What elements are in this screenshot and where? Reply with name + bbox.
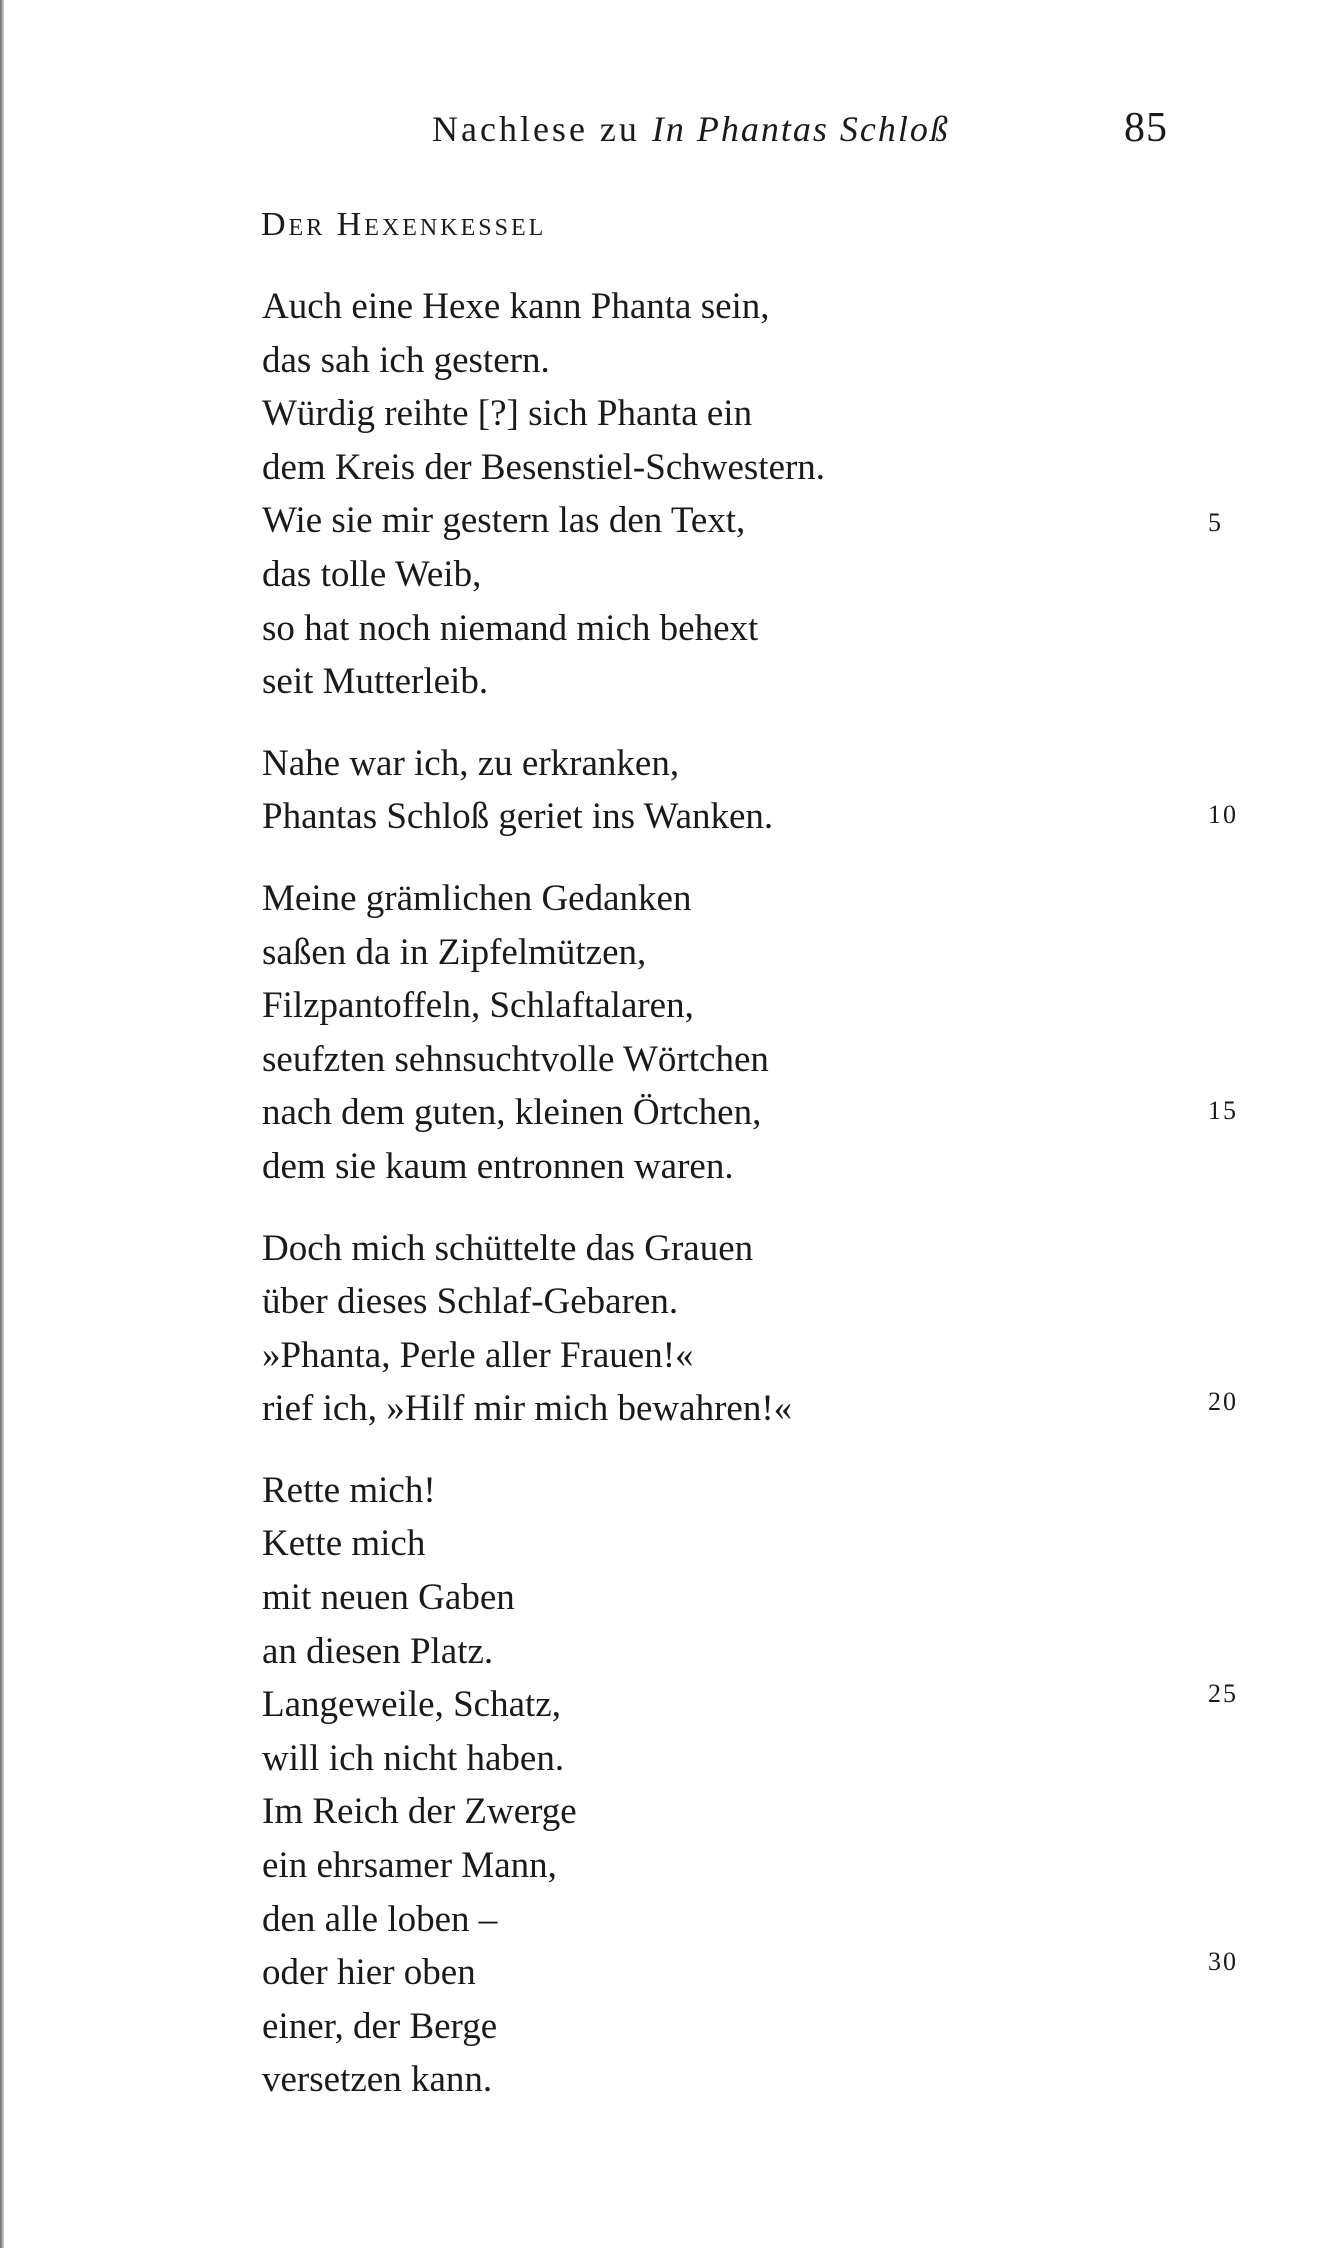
line-number: 10 — [1208, 800, 1238, 829]
running-head-prefix: Nachlese zu — [432, 109, 652, 149]
verse-line: versetzen kann. — [262, 2059, 493, 2101]
stanza-5 — [262, 1464, 1112, 2107]
verse-line: Nahe war ich, zu erkranken, — [262, 742, 680, 784]
line-number: 25 — [1208, 1679, 1238, 1708]
verse-line: Doch mich schüttelte das Grauen — [262, 1227, 754, 1269]
stanza-3 — [262, 872, 1112, 1194]
stanza-4 — [262, 1222, 1112, 1436]
verse-line: mit neuen Gaben — [262, 1577, 515, 1619]
verse-line: »Phanta, Perle aller Frauen!« — [262, 1334, 694, 1376]
page-number: 85 — [1124, 105, 1168, 151]
stanza-gap — [262, 1194, 1112, 1222]
verse-line: über dieses Schlaf-Gebaren. — [262, 1281, 679, 1323]
verse-line: an diesen Platz. — [262, 1630, 494, 1672]
verse-line: Filzpantoffeln, Schlaftalaren, — [262, 985, 694, 1027]
verse-line: so hat noch niemand mich behext — [262, 607, 759, 649]
verse-line: den alle loben – — [262, 1898, 498, 1940]
verse-line: oder hier oben — [262, 1952, 476, 1994]
stanza-gap — [262, 844, 1112, 872]
verse-line: Kette mich — [262, 1523, 426, 1565]
poem-body — [262, 280, 1112, 2107]
verse-line: seufzten sehnsuchtvolle Wörtchen — [262, 1038, 769, 1080]
verse-line: seit Mutterleib. — [262, 661, 489, 703]
verse-line: ein ehrsamer Mann, — [262, 1845, 557, 1887]
verse-line: dem Kreis der Besenstiel-Schwestern. — [262, 446, 826, 488]
verse-line: rief ich, »Hilf mir mich bewahren!« — [262, 1388, 793, 1430]
stanza-1 — [262, 280, 1112, 709]
running-head-title: In Phantas Schloß — [651, 109, 950, 149]
verse-line: Langeweile, Schatz, — [262, 1684, 561, 1726]
verse-line: das sah ich gestern. — [262, 339, 550, 381]
stanza-2 — [262, 737, 1112, 844]
verse-line: dem sie kaum entronnen waren. — [262, 1145, 734, 1187]
verse-line: Würdig reihte [?] sich Phanta ein — [262, 393, 753, 435]
line-number: 20 — [1208, 1387, 1238, 1416]
verse-line: Im Reich der Zwerge — [262, 1791, 577, 1833]
line-number: 5 — [1208, 508, 1223, 537]
verse-line: Phantas Schloß geriet ins Wanken. — [262, 796, 774, 838]
verse-line: Auch eine Hexe kann Phanta sein, — [262, 286, 770, 327]
stanza-gap — [262, 709, 1112, 737]
poem-title: Der Hexenkessel — [261, 206, 547, 243]
page-edge-shadow — [0, 0, 4, 2248]
verse-line: saßen da in Zipfelmützen, — [262, 931, 647, 973]
verse-line: Rette mich! — [262, 1469, 436, 1511]
verse-line: das tolle Weib, — [262, 553, 482, 595]
verse-line: will ich nicht haben. — [262, 1737, 565, 1779]
line-number: 15 — [1208, 1096, 1238, 1125]
line-number: 30 — [1208, 1947, 1238, 1976]
verse-line: einer, der Berge — [262, 2005, 498, 2047]
verse-line: Meine grämlichen Gedanken — [262, 877, 692, 919]
stanza-gap — [262, 1436, 1112, 1464]
running-head — [432, 108, 950, 150]
verse-line: nach dem guten, kleinen Örtchen, — [262, 1092, 762, 1134]
verse-line: Wie sie mir gestern las den Text, — [262, 500, 746, 542]
